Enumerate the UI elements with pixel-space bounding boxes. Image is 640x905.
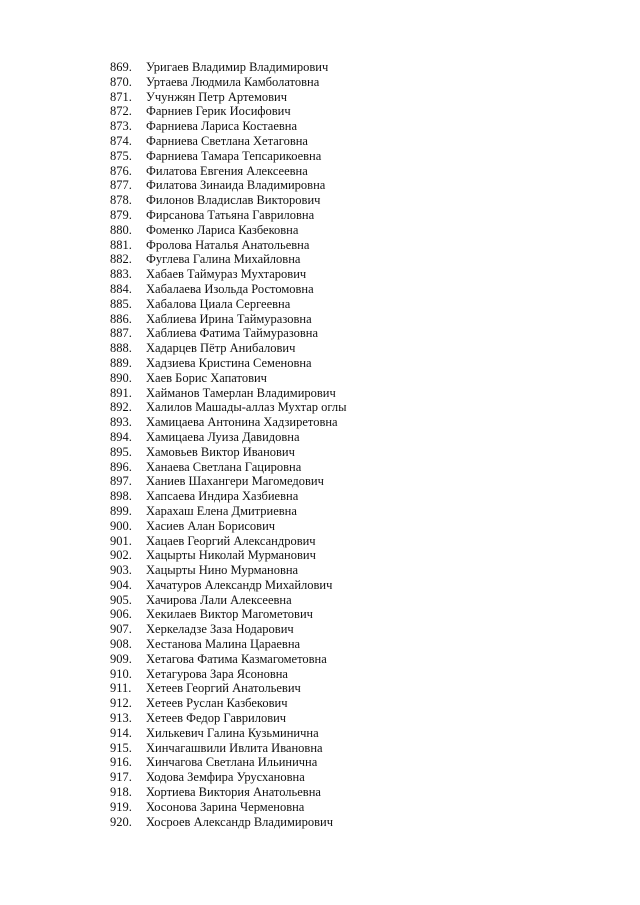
list-item [110,252,347,267]
list-item [110,341,347,356]
list-item [110,193,347,208]
entry-number: 875. [110,148,132,163]
entry-name: Хетагурова Зара Ясоновна [146,666,288,681]
entry-number: 874. [110,133,132,148]
entry-number: 877. [110,178,132,193]
entry-name: Хамовьев Виктор Иванович [146,444,295,459]
entry-name: Хабаев Таймураз Мухтарович [146,267,307,282]
entry-number: 895. [110,444,132,459]
entry-name: Уригаев Владимир Владимирович [146,60,329,74]
entry-number: 896. [110,459,132,474]
list-item [110,637,347,652]
entry-name: Хилькевич Галина Кузьминична [146,725,319,740]
entry-name: Хапсаева Индира Хазбиевна [146,489,299,504]
entry-name: Хетагова Фатима Казмагометовна [146,651,327,666]
list-item [110,430,347,445]
list-item [110,178,347,193]
entry-number: 870. [110,74,132,89]
entry-name: Харахаш Елена Дмитриевна [146,503,297,518]
entry-number: 876. [110,163,132,178]
entry-name: Хетеев Руслан Казбекович [146,696,288,711]
list-item [110,400,347,415]
entry-name: Ханиев Шахангери Магомедович [146,474,324,489]
entry-number: 888. [110,341,132,356]
entry-name: Хачатуров Александр Михайлович [146,577,333,592]
list-item [110,800,347,815]
entry-name: Хасиев Алан Борисович [146,518,276,533]
entry-name: Фарниева Тамара Тепсарикоевна [146,148,322,163]
entry-name: Хамицаева Луиза Давидовна [146,429,300,444]
entry-name: Хацырты Нино Мурмановна [146,563,299,578]
entry-name: Хаев Борис Хапатович [146,370,267,385]
list-item [110,164,347,179]
entry-number: 892. [110,400,132,415]
entry-number: 900. [110,518,132,533]
list-item [110,726,347,741]
entry-number: 914. [110,725,132,740]
entry-name: Хосонова Зарина Черменовна [146,799,305,814]
list-item [110,755,347,770]
entry-number: 911. [110,681,132,696]
entry-number: 886. [110,311,132,326]
entry-number: 893. [110,415,132,430]
list-item [110,445,347,460]
list-item [110,696,347,711]
list-item [110,371,347,386]
entry-name: Фирсанова Татьяна Гавриловна [146,207,315,222]
entry-number: 881. [110,237,132,252]
list-item [110,326,347,341]
entry-number: 901. [110,533,132,548]
entry-number: 920. [110,814,132,829]
entry-name: Ходова Земфира Урусхановна [146,770,305,785]
entry-number: 884. [110,281,132,296]
entry-name: Херкеладзе Заза Нодарович [146,622,294,637]
list-item [110,104,347,119]
list-item [110,75,347,90]
entry-number: 891. [110,385,132,400]
entry-name: Хацаев Георгий Александрович [146,533,316,548]
entry-name: Уртаева Людмила Камболатовна [146,74,320,89]
entry-number: 916. [110,755,132,770]
list-item [110,474,347,489]
entry-number: 873. [110,119,132,134]
entry-name: Филатова Зинаида Владимировна [146,178,326,193]
entry-number: 885. [110,296,132,311]
list-item [110,578,347,593]
entry-name: Филонов Владислав Викторович [146,193,321,208]
entry-number: 913. [110,711,132,726]
list-item [110,223,347,238]
list-item [110,134,347,149]
entry-name: Филатова Евгения Алексеевна [146,163,308,178]
entry-number: 871. [110,89,132,104]
list-item [110,563,347,578]
list-item [110,741,347,756]
entry-name: Хабалаева Изольда Ростомовна [146,281,314,296]
entry-number: 908. [110,637,132,652]
list-item [110,356,347,371]
entry-name: Хекилаев Виктор Магометович [146,607,313,622]
list-item [110,504,347,519]
entry-name: Хинчагова Светлана Ильинична [146,755,318,770]
entry-name: Хаблиева Ирина Таймуразовна [146,311,312,326]
list-item [110,267,347,282]
entry-name: Фоменко Лариса Казбековна [146,222,299,237]
entry-number: 897. [110,474,132,489]
entry-number: 880. [110,222,132,237]
list-item [110,282,347,297]
entry-name: Хайманов Тамерлан Владимирович [146,385,336,400]
list-item [110,607,347,622]
entry-number: 917. [110,770,132,785]
entry-number: 906. [110,607,132,622]
list-item [110,297,347,312]
entry-number: 909. [110,651,132,666]
entry-number: 898. [110,489,132,504]
entry-name: Хосроев Александр Владимирович [146,814,333,829]
list-item [110,681,347,696]
list-item [110,60,347,75]
entry-name: Хетеев Георгий Анатольевич [146,681,301,696]
entry-name: Хадарцев Пётр Анибалович [146,341,296,356]
entry-number: 882. [110,252,132,267]
entry-number: 903. [110,563,132,578]
list-item [110,534,347,549]
entry-number: 890. [110,370,132,385]
entry-number: 910. [110,666,132,681]
entry-number: 894. [110,429,132,444]
entry-name: Фролова Наталья Анатольевна [146,237,310,252]
entry-name: Хамицаева Антонина Хадзиретовна [146,415,338,430]
list-item [110,622,347,637]
entry-name: Фуглева Галина Михайловна [146,252,301,267]
entry-name: Учунжян Петр Артемович [146,89,288,104]
list-item [110,460,347,475]
entry-number: 915. [110,740,132,755]
entry-number: 907. [110,622,132,637]
entry-name: Хинчагашвили Ивлита Ивановна [146,740,323,755]
entry-number: 899. [110,503,132,518]
list-item [110,711,347,726]
list-item [110,667,347,682]
entry-number: 887. [110,326,132,341]
entry-name: Хаблиева Фатима Таймуразовна [146,326,319,341]
list-item [110,149,347,164]
list-item [110,593,347,608]
list-item [110,119,347,134]
entry-number: 872. [110,104,132,119]
list-item [110,652,347,667]
entry-name: Хестанова Малина Цараевна [146,637,301,652]
entry-name: Хабалова Циала Сергеевна [146,296,291,311]
entry-name: Ханаева Светлана Гацировна [146,459,302,474]
entry-name: Хетеев Федор Гаврилович [146,711,287,726]
entry-name: Хадзиева Кристина Семеновна [146,355,312,370]
list-item [110,415,347,430]
list-item [110,770,347,785]
entry-number: 912. [110,696,132,711]
entry-name: Хортиева Виктория Анатольевна [146,785,321,800]
entry-name: Фарниева Лариса Костаевна [146,119,298,134]
list-item [110,312,347,327]
list-item [110,548,347,563]
entry-number: 889. [110,355,132,370]
list-item [110,90,347,105]
entry-number: 919. [110,799,132,814]
entry-number: 879. [110,207,132,222]
entry-name: Хачирова Лали Алексеевна [146,592,292,607]
entry-name: Халилов Машады-аллаз Мухтар оглы [146,400,347,415]
entry-number: 918. [110,785,132,800]
list-item [110,489,347,504]
entry-number: 905. [110,592,132,607]
entry-number: 878. [110,193,132,208]
entry-number: 883. [110,267,132,282]
entry-number: 869. [110,60,132,74]
entry-number: 904. [110,577,132,592]
list-item [110,815,347,830]
list-item [110,386,347,401]
entry-number: 902. [110,548,132,563]
list-item [110,785,347,800]
entry-name: Хацырты Николай Мурманович [146,548,316,563]
name-list [110,60,347,829]
list-item [110,208,347,223]
entry-name: Фарниев Герик Иосифович [146,104,291,119]
list-item [110,238,347,253]
entry-name: Фарниева Светлана Хетаговна [146,133,308,148]
list-item [110,519,347,534]
